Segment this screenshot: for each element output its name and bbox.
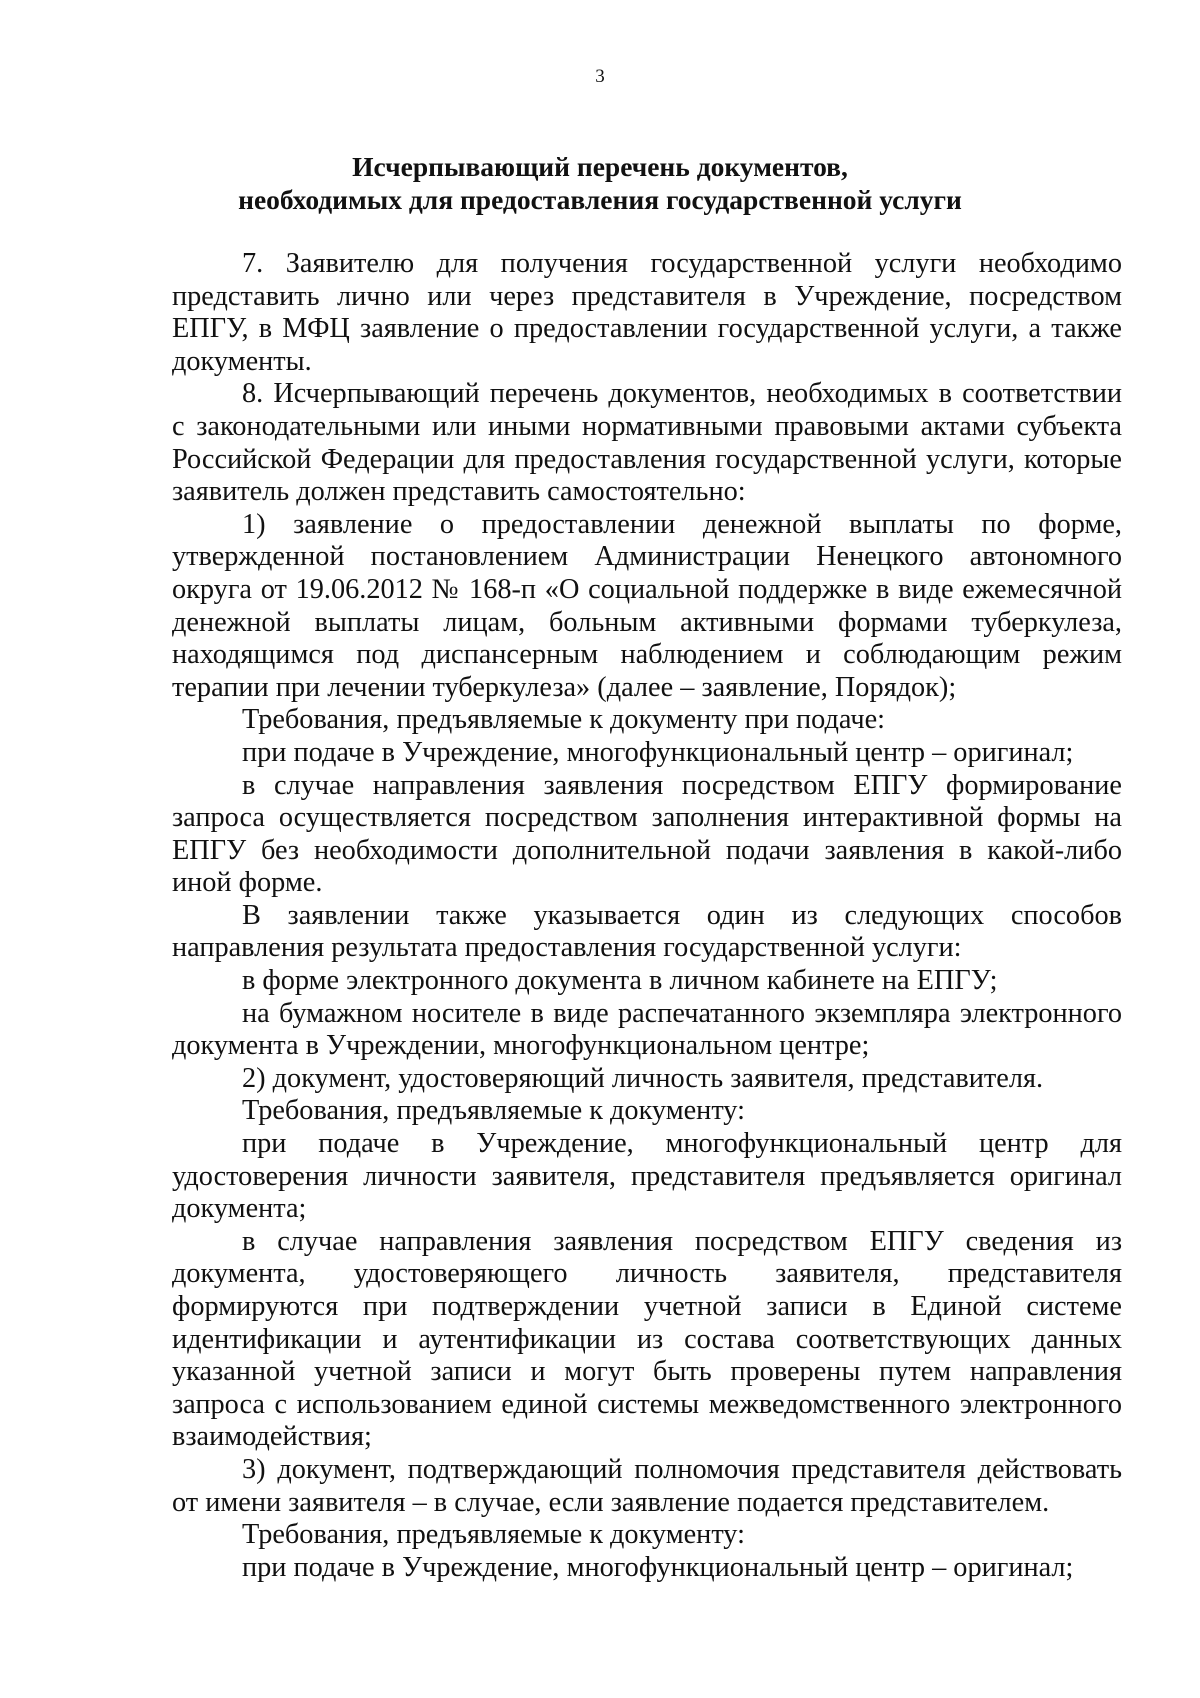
section-title	[140, 150, 1060, 216]
paragraph: при подаче в Учреждение, многофункциональный центр для удостоверения личности заявителя, представителя предъявляется оригинал документа;	[172, 1128, 1122, 1225]
paragraph: при подаче в Учреждение, многофункциональный центр – оригинал;	[242, 736, 1074, 768]
paragraph-item-8: 8. Исчерпывающий перечень документов, необходимых в соответствии с законодательными или иными нормативными правовыми актами субъекта Российской Федерации для предоставления государственной услуги, которые заявитель должен представить самостоятельно:	[172, 378, 1122, 508]
paragraph: Требования, предъявляемые к документу:	[242, 1519, 745, 1551]
paragraph: в форме электронного документа в личном кабинете на ЕПГУ;	[242, 965, 998, 997]
paragraph: в случае направления заявления посредством ЕПГУ формирование запроса осуществляется посредством заполнения интерактивной формы на ЕПГУ без необходимости дополнительной подачи заявления в какой-либо иной форме.	[172, 769, 1122, 899]
page-number: 3	[595, 66, 605, 87]
section-title-line: необходимых для предоставления государственной услуги	[238, 184, 962, 215]
list-item-2-identity-document: 2) документ, удостоверяющий личность заявителя, представителя.	[242, 1062, 1044, 1094]
list-item-3-authority-document: 3) документ, подтверждающий полномочия представителя действовать от имени заявителя – в случае, если заявление подается представителем.	[172, 1453, 1122, 1518]
paragraph-item-7: 7. Заявителю для получения государственной услуги необходимо представить лично или через представителя в Учреждение, посредством ЕПГУ, в МФЦ заявление о предоставлении государственной услуги, а также документы.	[172, 248, 1122, 377]
paragraph: в случае направления заявления посредством ЕПГУ сведения из документа, удостоверяющего личность заявителя, представителя формируются при подтверждении учетной записи в Единой системе идентификации и аутентификации из состава соответствующих данных указанной учетной записи и могут быть проверены путем направления запроса с использованием единой системы межведомственного электронного взаимодействия;	[172, 1225, 1122, 1453]
section-title-line: Исчерпывающий перечень документов,	[352, 151, 848, 182]
list-item-1-application: 1) заявление о предоставлении денежной выплаты по форме, утвержденной постановлением Администрации Ненецкого автономного округа от 19.06.2012 № 168-п «О социальной поддержке в виде ежемесячной денежной выплаты лицам, больным активными формами туберкулеза, находящимся под диспансерным наблюдением и соблюдающим режим терапии при лечении туберкулеза» (далее – заявление, Порядок);	[172, 508, 1122, 703]
paragraph: Требования, предъявляемые к документу:	[242, 1095, 745, 1127]
paragraph: при подаче в Учреждение, многофункциональный центр – оригинал;	[242, 1551, 1074, 1583]
paragraph: Требования, предъявляемые к документу при подаче:	[242, 704, 885, 736]
document-body	[172, 248, 1122, 1584]
paragraph: на бумажном носителе в виде распечатанного экземпляра электронного документа в Учреждении, многофункциональном центре;	[172, 997, 1122, 1062]
paragraph: В заявлении также указывается один из следующих способов направления результата предоставления государственной услуги:	[172, 899, 1122, 964]
